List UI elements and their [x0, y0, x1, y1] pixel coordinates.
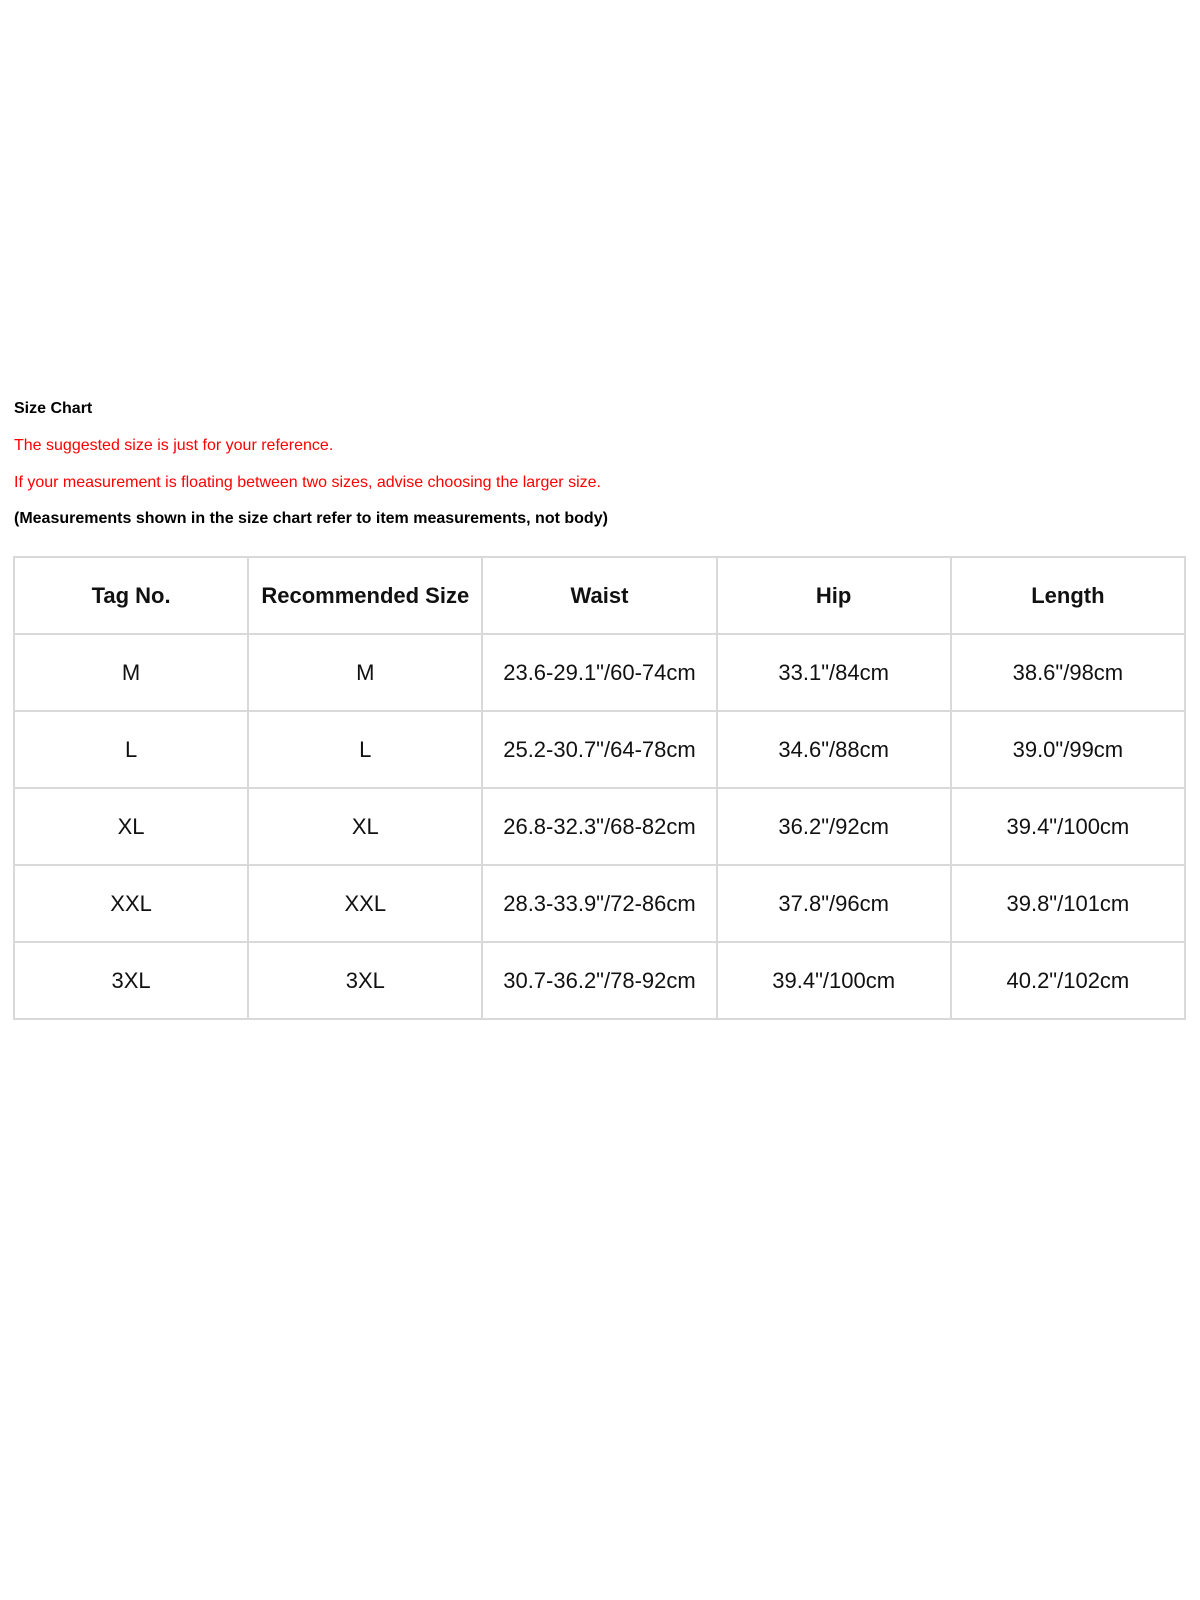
table-row — [14, 711, 1185, 788]
table-cell-recommended-size: M — [248, 634, 482, 711]
table-row — [14, 865, 1185, 942]
table-cell-length: 38.6"/98cm — [951, 634, 1185, 711]
table-row — [14, 634, 1185, 711]
table-cell-hip: 39.4"/100cm — [717, 942, 951, 1019]
table-cell-recommended-size: XL — [248, 788, 482, 865]
table-cell-hip: 36.2"/92cm — [717, 788, 951, 865]
table-cell-hip: 33.1"/84cm — [717, 634, 951, 711]
reference-note: The suggested size is just for your reference. — [14, 437, 334, 454]
table-cell-length: 40.2"/102cm — [951, 942, 1185, 1019]
column-header-waist: Waist — [482, 557, 716, 634]
table-cell-tag-no: M — [14, 634, 248, 711]
table-cell-waist: 30.7-36.2"/78-92cm — [482, 942, 716, 1019]
table-cell-recommended-size: 3XL — [248, 942, 482, 1019]
table-cell-length: 39.0"/99cm — [951, 711, 1185, 788]
table-cell-waist: 23.6-29.1"/60-74cm — [482, 634, 716, 711]
table-cell-tag-no: XL — [14, 788, 248, 865]
column-header-recommended-size: Recommended Size — [248, 557, 482, 634]
table-cell-waist: 28.3-33.9"/72-86cm — [482, 865, 716, 942]
size-chart-notes — [14, 398, 1164, 530]
size-chart-table — [13, 556, 1186, 1020]
column-header-length: Length — [951, 557, 1185, 634]
floating-size-note: If your measurement is floating between two sizes, advise choosing the larger size. — [14, 474, 601, 491]
table-cell-length: 39.8"/101cm — [951, 865, 1185, 942]
table-cell-length: 39.4"/100cm — [951, 788, 1185, 865]
table-cell-hip: 37.8"/96cm — [717, 865, 951, 942]
measurements-note: (Measurements shown in the size chart refer to item measurements, not body) — [14, 510, 608, 527]
table-row — [14, 942, 1185, 1019]
table-cell-hip: 34.6"/88cm — [717, 711, 951, 788]
table-cell-waist: 26.8-32.3"/68-82cm — [482, 788, 716, 865]
table-row — [14, 788, 1185, 865]
column-header-tag-no: Tag No. — [14, 557, 248, 634]
column-header-hip: Hip — [717, 557, 951, 634]
table-cell-tag-no: XXL — [14, 865, 248, 942]
size-chart-title: Size Chart — [14, 400, 93, 417]
table-cell-waist: 25.2-30.7"/64-78cm — [482, 711, 716, 788]
table-cell-recommended-size: L — [248, 711, 482, 788]
table-header-row — [14, 557, 1185, 634]
table-cell-tag-no: 3XL — [14, 942, 248, 1019]
table-cell-tag-no: L — [14, 711, 248, 788]
table-cell-recommended-size: XXL — [248, 865, 482, 942]
